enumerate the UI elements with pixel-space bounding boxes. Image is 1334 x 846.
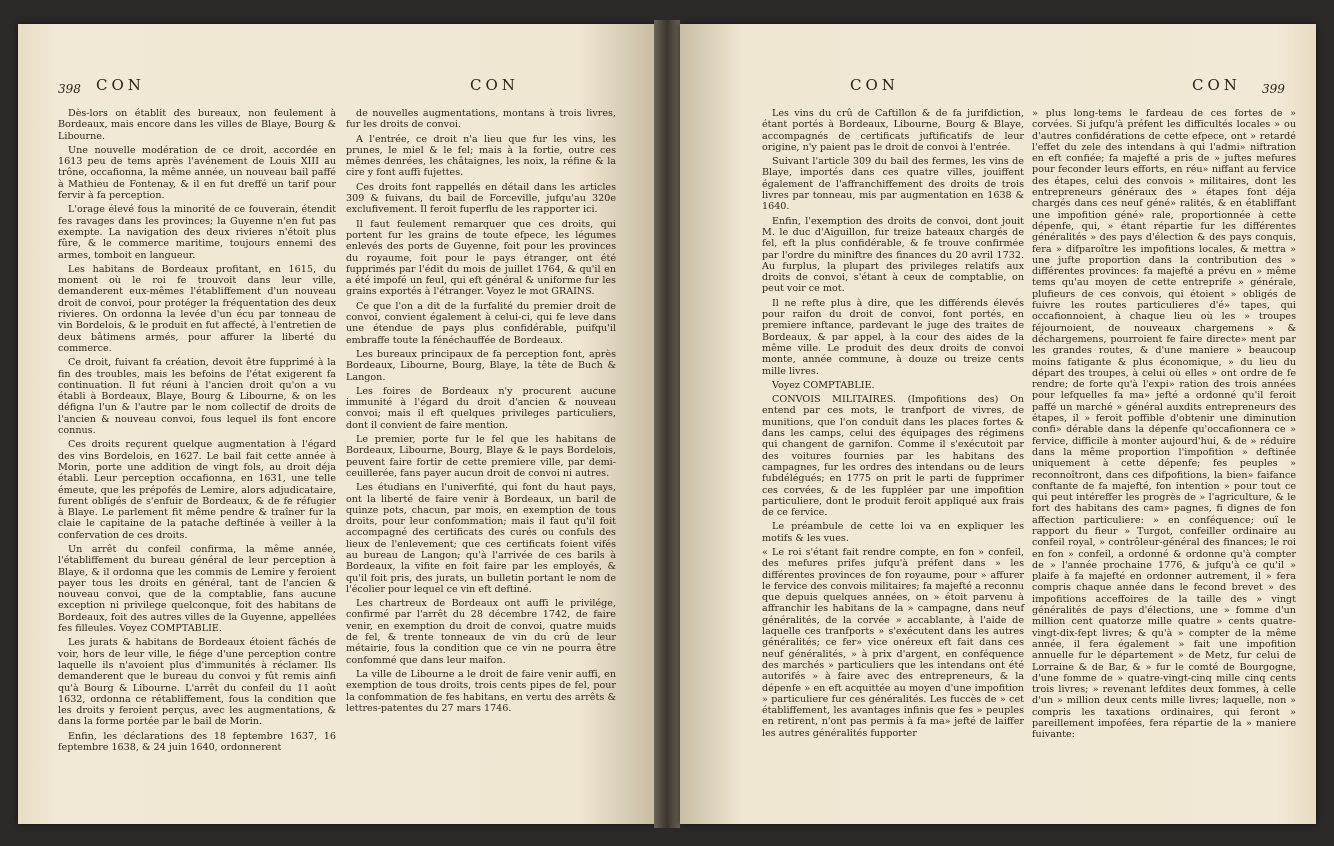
paragraph: Ces droits font rappellés en détail dans les articles 309 & fuivans, du bail de Forceville, jufqu'au 320e exclufivement. Il feroit fuperflu de les rapporter ici. [346, 181, 616, 216]
page-number-left: 398 [58, 82, 81, 96]
paragraph: Suivant l'article 309 du bail des fermes, les vins de Blaye, importés dans ces quatre villes, jouiffent également de l'affranchiffement des droits de trois livres par tonneau, mis par augmentation en 1638 & 1640. [762, 156, 1024, 213]
paragraph: Les étudians en l'univerfité, qui font du haut pays, ont la liberté de faire venir à Bordeaux, un baril de quinze pots, chacun, par mois, en exemption de tous droits, pour leur confommation; mais il faut qu'il foit accompagné des certificats des curés ou confuls des lieux de l'enlevement; que ces certificats foient vifés au bureau de Langon; qu'à l'arrivée de ces barils à Bordeaux, la vifite en foit faire par les employés, & qu'il foit pris, des jurats, un bulletin portant le nom de l'écolier pour lequel ce vin eft deftiné. [346, 482, 616, 595]
paragraph: Dès-lors on établit des bureaux, non feulement à Bordeaux, mais encore dans les villes de Blaye, Bourg & Libourne. [58, 108, 336, 142]
paragraph: Une nouvelle modération de ce droit, accordée en 1613 peu de tems après l'avénement de Louis XIII au trône, occafionna, la même année, un nouveau bail paffé à Mathieu de Fontenay, & il en fut dreffé un tarif pour fervir à fa perception. [58, 144, 336, 202]
paragraph: Ce droit, fuivant fa création, devoit être fupprimé à la fin des troubles, mais les befoins de l'état exigerent fa continuation. Il fut réuni à l'ancien droit qu'on a vu établi à Bordeaux, Blaye, Bourg & Libourne, & on les défigna l'un & l'autre par le nom collectif de droits de l'ancien & nouveau convoi, fous lequel ils font encore connus. [58, 357, 336, 437]
right-column-2 [1032, 108, 1296, 744]
paragraph: » plus long-tems le fardeau de ces fortes de » corvées. Si jufqu'à préfent les difficultés locales » ou d'autres confidérations de cette efpece, ont » retardé l'effet du zele des intendans à qui l'admi» niftration en eft confiée; fa majefté a pris de » juftes mefures pour feconder leurs efforts, en réu» niffant au fervice des étapes, celui des convois » militaires, dont les entrepreneurs généraux des » étapes font déja chargés dans ces neuf géné» ralités, & en établiffant une impofition géné» rale, proportionnée à cette dépenfe, qui, » étant répartie fur les différentes généralités » des pays d'élection & des pays conquis, fera » difparoître les impofitions locales, & mettra » une jufte proportion dans la contribution des » différentes provinces: fa majefté a prévu en » même tems qu'au moyen de cette entreprife » générale, plufieurs de ces convois, qui étoient » obligés de fuivre les routes particulieres d'é» tapes, qui occafionnoient, à chaque lieu où les » troupes féjournoient, de nouveaux chargemens » & déchargemens, pourroient fe faire directe» ment par les grandes routes, & d'une maniere » beaucoup moins fatigante & plus économique, » du lieu du départ des troupes, à celui où elles » ont ordre de fe rendre; de forte qu'à l'expi» ration des trois années pour lefquelles fa ma» jefté a ordonné qu'il feroit paffé un marché » général auxdits entrepreneurs des étapes, il » feroit poffible d'obtenir une diminution confi» dérable dans la dépenfe qu'occafionnera ce » fervice, difficile à monter aujourd'hui, & de » réduire dans la même proportion l'impofition » deftinée uniquement à cette dépenfe; fes peuples » reconnoîtront, dans ces difpofitions, la bien» faifance conftante de fa majefté, fon intention » pour tout ce qui peut intéreffer les progrès de » l'agriculture, & le fort des habitans des cam» pagnes, fi dignes de fon affection particuliere: » en conféquence; ouï le rapport du fieur » Turgot, confeiller ordinaire au confeil royal, » contrôleur-général des finances; le roi en fon » confeil, a ordonné & ordonne qu'à compter de » l'année prochaine 1776, & jufqu'à ce qu'il » plaife à fa majefté en ordonner autrement, il » fera compris chaque année dans le fecond brevet » des impofitions acceffoires de la taille des » vingt généralités de pays d'élections, une » fomme d'un million cent quatorze mille quatre » cents quatre-vingt-dix-fept livres; & qu'à » compter de la même année, il fera également » fait une impofition annuelle fur le département » de Metz, fur celui de Lorraine & de Bar, & » fur le comté de Bourgogne, d'une fomme de » quatre-vingt-cinq mille cinq cents trois livres; » revenant lefdites deux fommes, à celle d'un » million deux cents mille livres; laquelle, non » compris les taxations ordinaires, qui feront » pareillement impofées, fera répartie de la » maniere fuivante: [1032, 108, 1296, 741]
paragraph: A l'entrée, ce droit n'a lieu que fur les vins, les prunes, le miel & le fel; mais à la fortie, outre ces mêmes denrées, les châtaignes, les noix, la réfine & la cire y font auffi fujettes. [346, 133, 616, 179]
paragraph: Les habitans de Bordeaux profitant, en 1615, du moment où le roi fe trouvoit dans leur ville, demanderent eux-mêmes l'établiffement d'un nouveau droit de convoi, pour protéger la fréquentation des deux rivieres. On ordonna la levée d'un écu par tonneau de vin Bordelois, & le produit en fut affecté, à l'entretien de deux bâtimens armés, pour affurer la liberté du commerce. [58, 263, 336, 354]
paragraph: L'orage élevé fous la minorité de ce fouverain, étendit fes ravages dans les provinces; la Guyenne n'en fut pas exempte. La navigation des deux rivieres n'étoit plus fûre, & le commerce maritime, toujours ennemi des armes, tomboit en langueur. [58, 204, 336, 261]
left-page [18, 24, 654, 824]
paragraph: CONVOIS MILITAIRES. (Impofitions des) On entend par ces mots, le tranfport de vivres, de munitions, que l'on conduit dans les places fortes & dans les camps, celui des équipages des régimens qui changent de garnifon. Comme il s'exécutoit par des voitures fournies par les habitans des campagnes, fur les ordres des intendans ou de leurs fubdélégués; en 1775 on prit le parti de fupprimer ces corvées, & de les fuppléer par une impofition particuliere, dont le produit feroit appliqué aux frais de ce fervice. [762, 394, 1024, 519]
paragraph: Il faut feulement remarquer que ces droits, qui portent fur les grains de toute efpece, les légumes enlevés des ports de Guyenne, foit pour les provinces du royaume, foit pour le pays étranger, ont été fupprimés par l'édit du mois de juillet 1764, & qu'il en a été impofé un feul, qui eft général & uniforme fur les grains exportés à l'étranger. Voyez le mot GRAINS. [346, 218, 616, 298]
paragraph: Il ne refte plus à dire, que les différends élevés pour raifon du droit de convoi, font portés, en premiere inftance, pardevant le juge des traites de Bordeaux, & par appel, à la cour des aides de la même ville. Le produit des deux droits de convoi monte, année commune, à douze ou treize cents mille livres. [762, 297, 1024, 377]
page-number-right: 399 [1262, 82, 1285, 96]
paragraph: Un arrêt du confeil confirma, la même année, l'établiffement du bureau général de leur perception à Blaye, & il ordonna que les commis de Lemire y feroient payer tous les droits en général, tant de l'ancien & nouveau convoi, que de la comptablie, fans aucune exception ni privilege quelconque, foit des habitans de Bordeaux, foit des autres villes de la Guyenne, appellées fes filleules. Voyez COMPTABLIE. [58, 543, 336, 635]
paragraph: Les vins du crû de Caftillon & de fa jurifdiction, étant portés à Bordeaux, Libourne, Bourg & Blaye, accompagnés de certificats juftificatifs de leur origine, n'y paient pas le droit de convoi à l'entrée. [762, 108, 1024, 153]
paragraph: de nouvelles augmentations, montans à trois livres, fur les droits de convoi. [346, 108, 616, 131]
paragraph: Ce que l'on a dit de la furfalité du premier droit de convoi, convient également à celui-ci, qui fe leve dans une étendue de pays plus confidérable, puifqu'il embraffe toute la fénéchauffée de Bordeaux. [346, 300, 616, 346]
right-column-1 [762, 108, 1024, 742]
paragraph: Enfin, les déclarations des 18 feptembre 1637, 16 feptembre 1638, & 24 juin 1640, ordonnerent [58, 730, 336, 754]
running-head-right-col1: CON [850, 76, 899, 94]
paragraph: Le préambule de cette loi va en expliquer les motifs & les vues. [762, 521, 1024, 544]
left-column-2 [346, 108, 616, 717]
running-head-left-col1: CON [96, 76, 145, 94]
right-page [680, 24, 1316, 824]
paragraph: Enfin, l'exemption des droits de convoi, dont jouit M. le duc d'Aiguillon, fur treize bateaux chargés de fel, eft la plus confidérable, & fe trouve confirmée par l'ordre du miniftre des finances du 20 avril 1732. Au furplus, la plupart des privileges relatifs aux droits de convoi, s'étant à ceux de comptablie, on peut voir ce mot. [762, 215, 1024, 295]
paragraph: Le premier, porte fur le fel que les habitans de Bordeaux, Libourne, Bourg, Blaye & le pays Bordelois, peuvent faire fortir de cette premiere ville, par demi-ceuillerée, fans payer aucun droit de convoi ni autres. [346, 434, 616, 479]
paragraph: « Le roi s'étant fait rendre compte, en fon » confeil, des mefures prifes jufqu'à préfent dans » les différentes provinces de fon royaume, pour » affurer le fervice des convois militaires; fa majefté a reconnu que depuis quelques années, on » étoit parvenu à affranchir les habitans de la » campagne, dans neuf généralités, de la corvée » accablante, à l'aide de laquelle ces tranfports » s'exécutent dans les autres généralités; ce fer» vice onéreux eft fait dans ces neuf généralités, » à prix d'argent, en conféquence des marchés » particuliers que les intendans ont été autorifés » à faire avec des entrepreneurs, & la dépenfe » en eft acquittée au moyen d'une impofition » particuliere fur ces généralités. Les fuccès de » cet établiffement, les avantages infinis que fes » peuples en retirent, n'ont pas permis à fa ma» jefté de laiffer les autres généralités fupporter [762, 546, 1024, 739]
running-head-right-col2: CON [1192, 76, 1241, 94]
paragraph: Ces droits reçurent quelque augmentation à l'égard des vins Bordelois, en 1627. Le bail fait cette année à Morin, porte une addition de vingt fols, au droit déja établi. Leur perception occafionna, en 1631, une telle émeute, que les prépofés de Lemire, alors adjudicataire, furent obligés de s'enfuir de Bordeaux, & de fe réfugier à Blaye. Le parlement fit même pendre & traîner fur la claie le capitaine de la patache deftinée à veiller à la confervation de ces droits. [58, 439, 336, 541]
paragraph: La ville de Libourne a le droit de faire venir auffi, en exemption de tous droits, trois cents pipes de fel, pour la confommation de fes habitans, en vertu des arrêts & lettres-patentes du 27 mars 1746. [346, 668, 616, 714]
left-column-1 [58, 108, 336, 756]
running-head-left-col2: CON [470, 76, 519, 94]
paragraph: Les jurats & habitans de Bordeaux étoient fâchés de voir, hors de leur ville, le fiége d'une perception contre laquelle ils n'avoient plus d'immunités à réclamer. Ils demanderent que le bureau du convoi y fût remis ainfi qu'à Bourg & Libourne. L'arrêt du confeil du 11 août 1632, ordonna ce rétabliffement, fous la condition que les droits y feroient perçus, avec les augmentations, & dans la forme portée par le bail de Morin. [58, 637, 336, 728]
paragraph: Les bureaux principaux de fa perception font, après Bordeaux, Libourne, Bourg, Blaye, la tête de Buch & Langon. [346, 348, 616, 383]
book-gutter [654, 20, 680, 828]
book-spread [18, 16, 1316, 834]
paragraph: Voyez COMPTABLIE. [772, 379, 875, 391]
paragraph: Les chartreux de Bordeaux ont auffi le privilége, confirmé par l'arrêt du 28 décembre 1742, de faire venir, en exemption du droit de convoi, quatre muids de fel, & trente tonneaux de vin du crû de leur métairie, fous la condition que ce vin ne pourra être confommé que dans leur maifon. [346, 598, 616, 666]
paragraph: Les foires de Bordeaux n'y procurent aucune immunité à l'égard du droit d'ancien & nouveau convoi; mais il eft quelques privileges particuliers, dont il convient de faire mention. [346, 385, 616, 431]
